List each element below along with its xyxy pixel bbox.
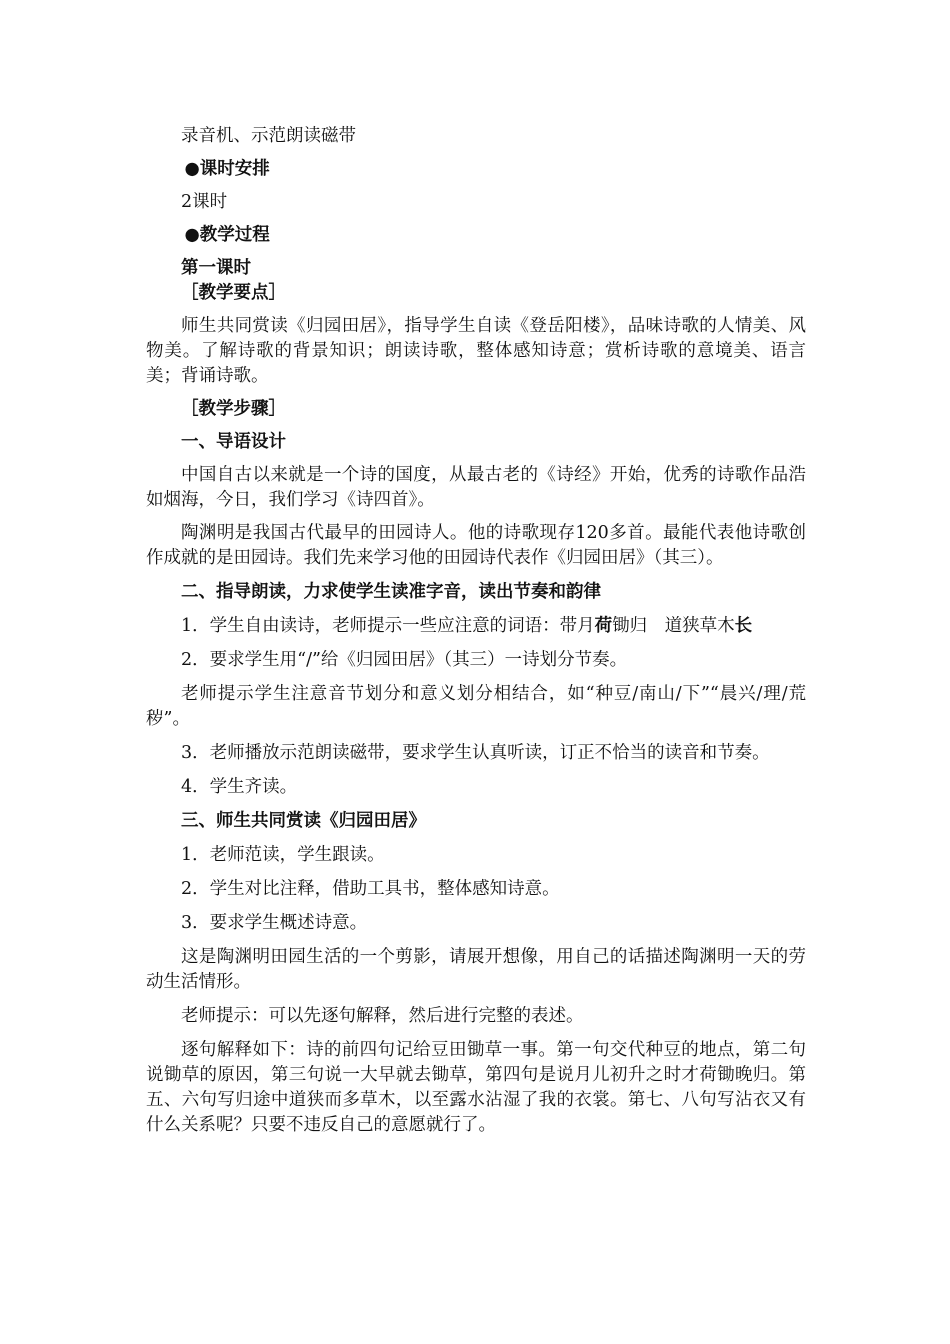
- appreciation-item-2: 2．学生对比注释，借助工具书，整体感知诗意。: [181, 879, 560, 899]
- reading-item-4: 4．学生齐读。: [181, 777, 298, 797]
- subheading-steps: ［教学步骤］: [181, 399, 286, 419]
- section-heading-process: ●教学过程: [184, 225, 270, 245]
- rhythm-hint-paragraph: 老师提示学生注意音节划分和意义划分相结合，如“种豆/南山/下”“晨兴/理/荒秽”。: [146, 684, 806, 729]
- reading-item-1-bold-chang: 长: [734, 616, 753, 636]
- subheading-key-points: ［教学要点］: [181, 283, 286, 303]
- appreciation-item-3: 3．要求学生概述诗意。: [181, 913, 368, 933]
- teacher-hint-paragraph: 老师提示：可以先逐句解释，然后进行完整的表述。: [181, 1006, 584, 1026]
- intro-paragraph-2: 陶渊明是我国古代最早的田园诗人。他的诗歌现存120多首。最能代表他诗歌创作成就的是田园诗。我们先来学习他的田园诗代表作《归园田居》（其三）。: [146, 523, 806, 568]
- step-heading-2: 二、指导朗读，力求使学生读准字音，读出节奏和韵律: [181, 582, 601, 602]
- lesson-heading: 第一课时: [181, 258, 251, 278]
- imagination-paragraph: 这是陶渊明田园生活的一个剪影，请展开想像，用自己的话描述陶渊明一天的劳动生活情形。: [146, 947, 806, 992]
- key-points-paragraph: 师生共同赏读《归园田居》，指导学生自读《登岳阳楼》，品味诗歌的人情美、风物美。了解诗歌的背景知识；朗读诗歌，整体感知诗意；赏析诗歌的意境美、语言美；背诵诗歌。: [146, 316, 806, 386]
- line-by-line-explanation: 逐句解释如下：诗的前四句记给豆田锄草一事。第一句交代种豆的地点，第二句说锄草的原因，第三句说一大早就去锄草，第四句是说月儿初升之时才荷锄晚归。第五、六句写归途中道狭而多草木，以至露水沾湿了我的衣裳。第七、八句写沾衣又有什么关系呢？只要不违反自己的意愿就行了。: [146, 1040, 806, 1135]
- document-page: [146, 124, 806, 1138]
- intro-paragraph-1: 中国自古以来就是一个诗的国度，从最古老的《诗经》开始，优秀的诗歌作品浩如烟海，今日，我们学习《诗四首》。: [146, 465, 806, 510]
- schedule-text: 2课时: [181, 192, 228, 212]
- reading-item-2: 2．要求学生用“/”给《归园田居》（其三）一诗划分节奏。: [181, 650, 628, 670]
- step-heading-1: 一、导语设计: [181, 432, 286, 452]
- step-heading-3: 三、师生共同赏读《归园田居》: [181, 811, 426, 831]
- reading-item-3: 3．老师播放示范朗读磁带，要求学生认真听读，订正不恰当的读音和节奏。: [181, 743, 770, 763]
- reading-item-1-text-b: 锄归 道狭草木: [612, 616, 735, 636]
- reading-item-1-text-a: 1．学生自由读诗，老师提示一些应注意的词语：带月: [181, 616, 595, 636]
- reading-item-1: [146, 614, 806, 639]
- reading-item-1-bold-he: 荷: [594, 616, 613, 636]
- section-heading-schedule: ●课时安排: [184, 159, 270, 179]
- appreciation-item-1: 1．老师范读，学生跟读。: [181, 845, 385, 865]
- materials-line: 录音机、示范朗读磁带: [181, 126, 356, 146]
